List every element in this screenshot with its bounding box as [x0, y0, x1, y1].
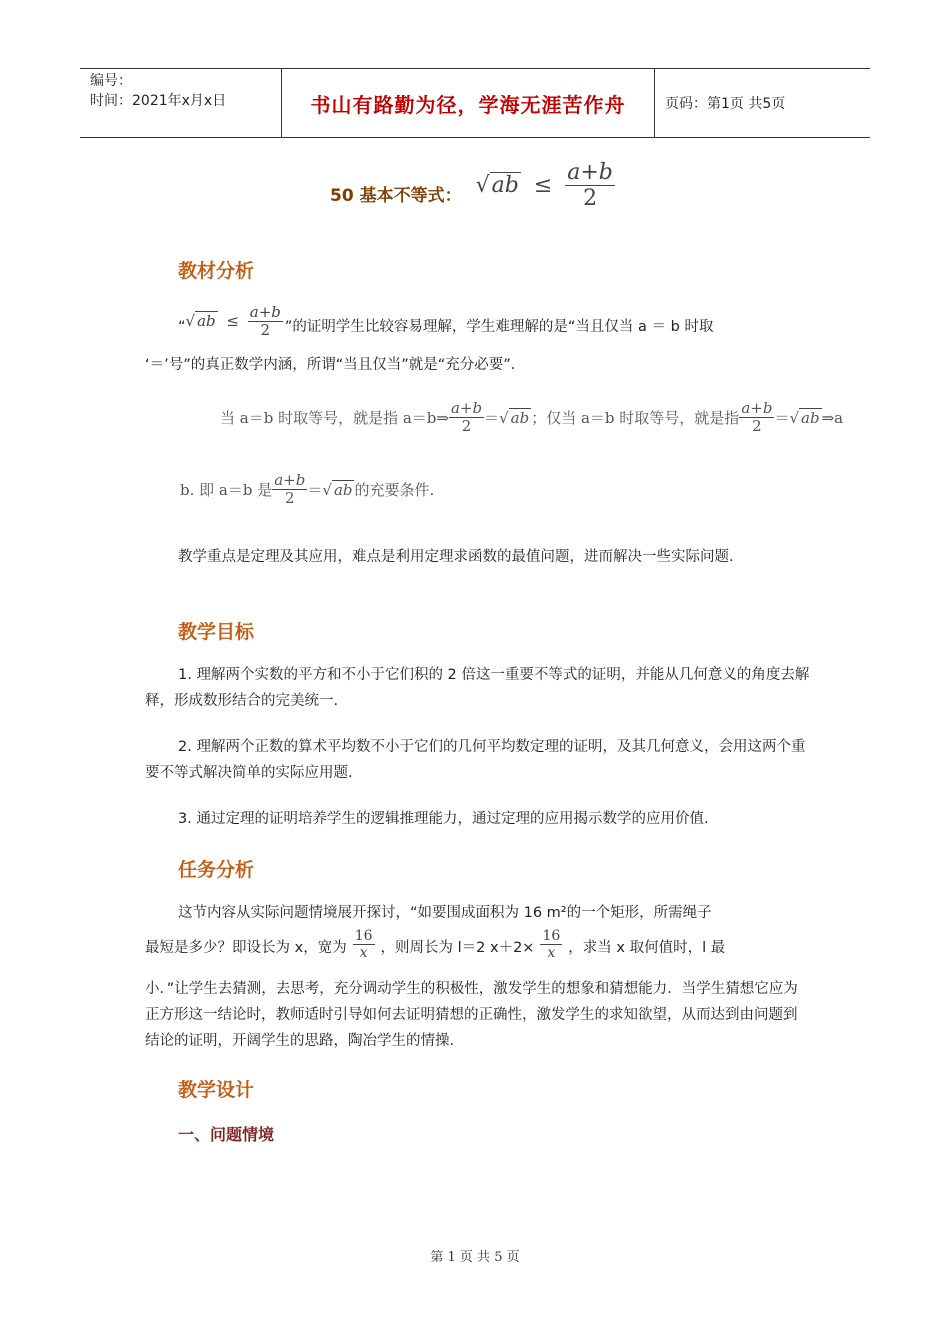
task-line2: 最短是多少？即设长为 x，宽为 $\frac{16}{x}$ ，则周长为 l＝2 x＋2× $\frac{16}{x}$ ，求当 x 取何值时，l 最 — [145, 928, 726, 962]
header-time: 时间：2021年x月x日 — [90, 93, 227, 109]
section-analysis: 教材分析 — [178, 260, 255, 282]
title-formula: √ab ≤ $\frac{a+b}{2}$ — [475, 160, 613, 212]
task-fraction-1: $\frac{16}{x}$ — [354, 928, 373, 962]
task-fraction-2: $\frac{16}{x}$ — [542, 928, 561, 962]
goal-3: 3. 通过定理的证明培养学生的逻辑推理能力，通过定理的应用揭示数学的应用价值. — [178, 811, 709, 827]
section-design: 教学设计 — [178, 1079, 255, 1101]
page-footer: 第 1 页 共 5 页 — [430, 1250, 520, 1265]
analysis-math-line2: b. 即 a＝b 是 $\frac{a+b}{2}$ ＝ √ ab 的充要条件. — [180, 471, 435, 508]
section-goals: 教学目标 — [178, 621, 255, 643]
header-number: 编号： — [90, 73, 132, 89]
analysis-key-points: 教学重点是定理及其应用，难点是利用定理求函数的最值问题，进而解决一些实际问题. — [178, 549, 734, 565]
goal-2: 2. 理解两个正数的算术平均数不小于它们的几何平均数定理的证明，及其几何意义，会用这两个重要不等式解决简单的实际应用题. — [145, 739, 806, 781]
section-task: 任务分析 — [178, 859, 255, 881]
header-meta — [80, 69, 282, 137]
task-rest: 小．”让学生去猜测，去思考，充分调动学生的积极性，激发学生的想象和猜想能力．当学生猜想它应为正方形这一结论时，教师适时引导如何去证明猜想的正确性，激发学生的求知欲望，从而达到由问题到结论的证明，开阔学生的思路，陶冶学生的情操. — [145, 981, 798, 1049]
design-subheading: 一、问题情境 — [178, 1125, 275, 1144]
task-line1: 这节内容从实际问题情境展开探讨，“如要围成面积为 16 m²的一个矩形，所需绳子 — [178, 905, 712, 921]
header-table — [80, 68, 870, 138]
header-motto: 书山有路勤为径，学海无涯苦作舟 — [282, 69, 655, 137]
analysis-math-line1: 当 a＝b 时取等号，就是指 a＝b⇒ $\frac{a+b}{2}$ ＝ √ ab ；仅当 a＝b 时取等号，就是指 $\frac{a+b}{2}$ ＝ √ ab ⇒a — [220, 399, 844, 436]
doc-title-text: 50 基本不等式： — [330, 186, 462, 207]
analysis-line2: ‘＝’号”的真正数学内涵，所谓“当且仅当”就是“充分必要”． — [145, 357, 526, 373]
analysis-inline-formula: √ ab ≤ $\frac{a+b}{2}$ — [185, 303, 281, 340]
analysis-line1: “ √ ab ≤ $\frac{a+b}{2}$ ”的证明学生比较容易理解，学生难理解的是“当且仅当 a ＝ b 时取 — [178, 303, 714, 340]
header-page-info: 页码：第1页 共5页 — [665, 96, 786, 112]
doc-title — [330, 160, 615, 212]
title-fraction: $\frac{a+b}{2}$ — [567, 160, 613, 212]
goal-1: 1. 理解两个实数的平方和不小于它们积的 2 倍这一重要不等式的证明，并能从几何意义的角度去解释，形成数形结合的完美统一. — [145, 667, 810, 709]
title-sqrt: √ab — [475, 172, 519, 198]
